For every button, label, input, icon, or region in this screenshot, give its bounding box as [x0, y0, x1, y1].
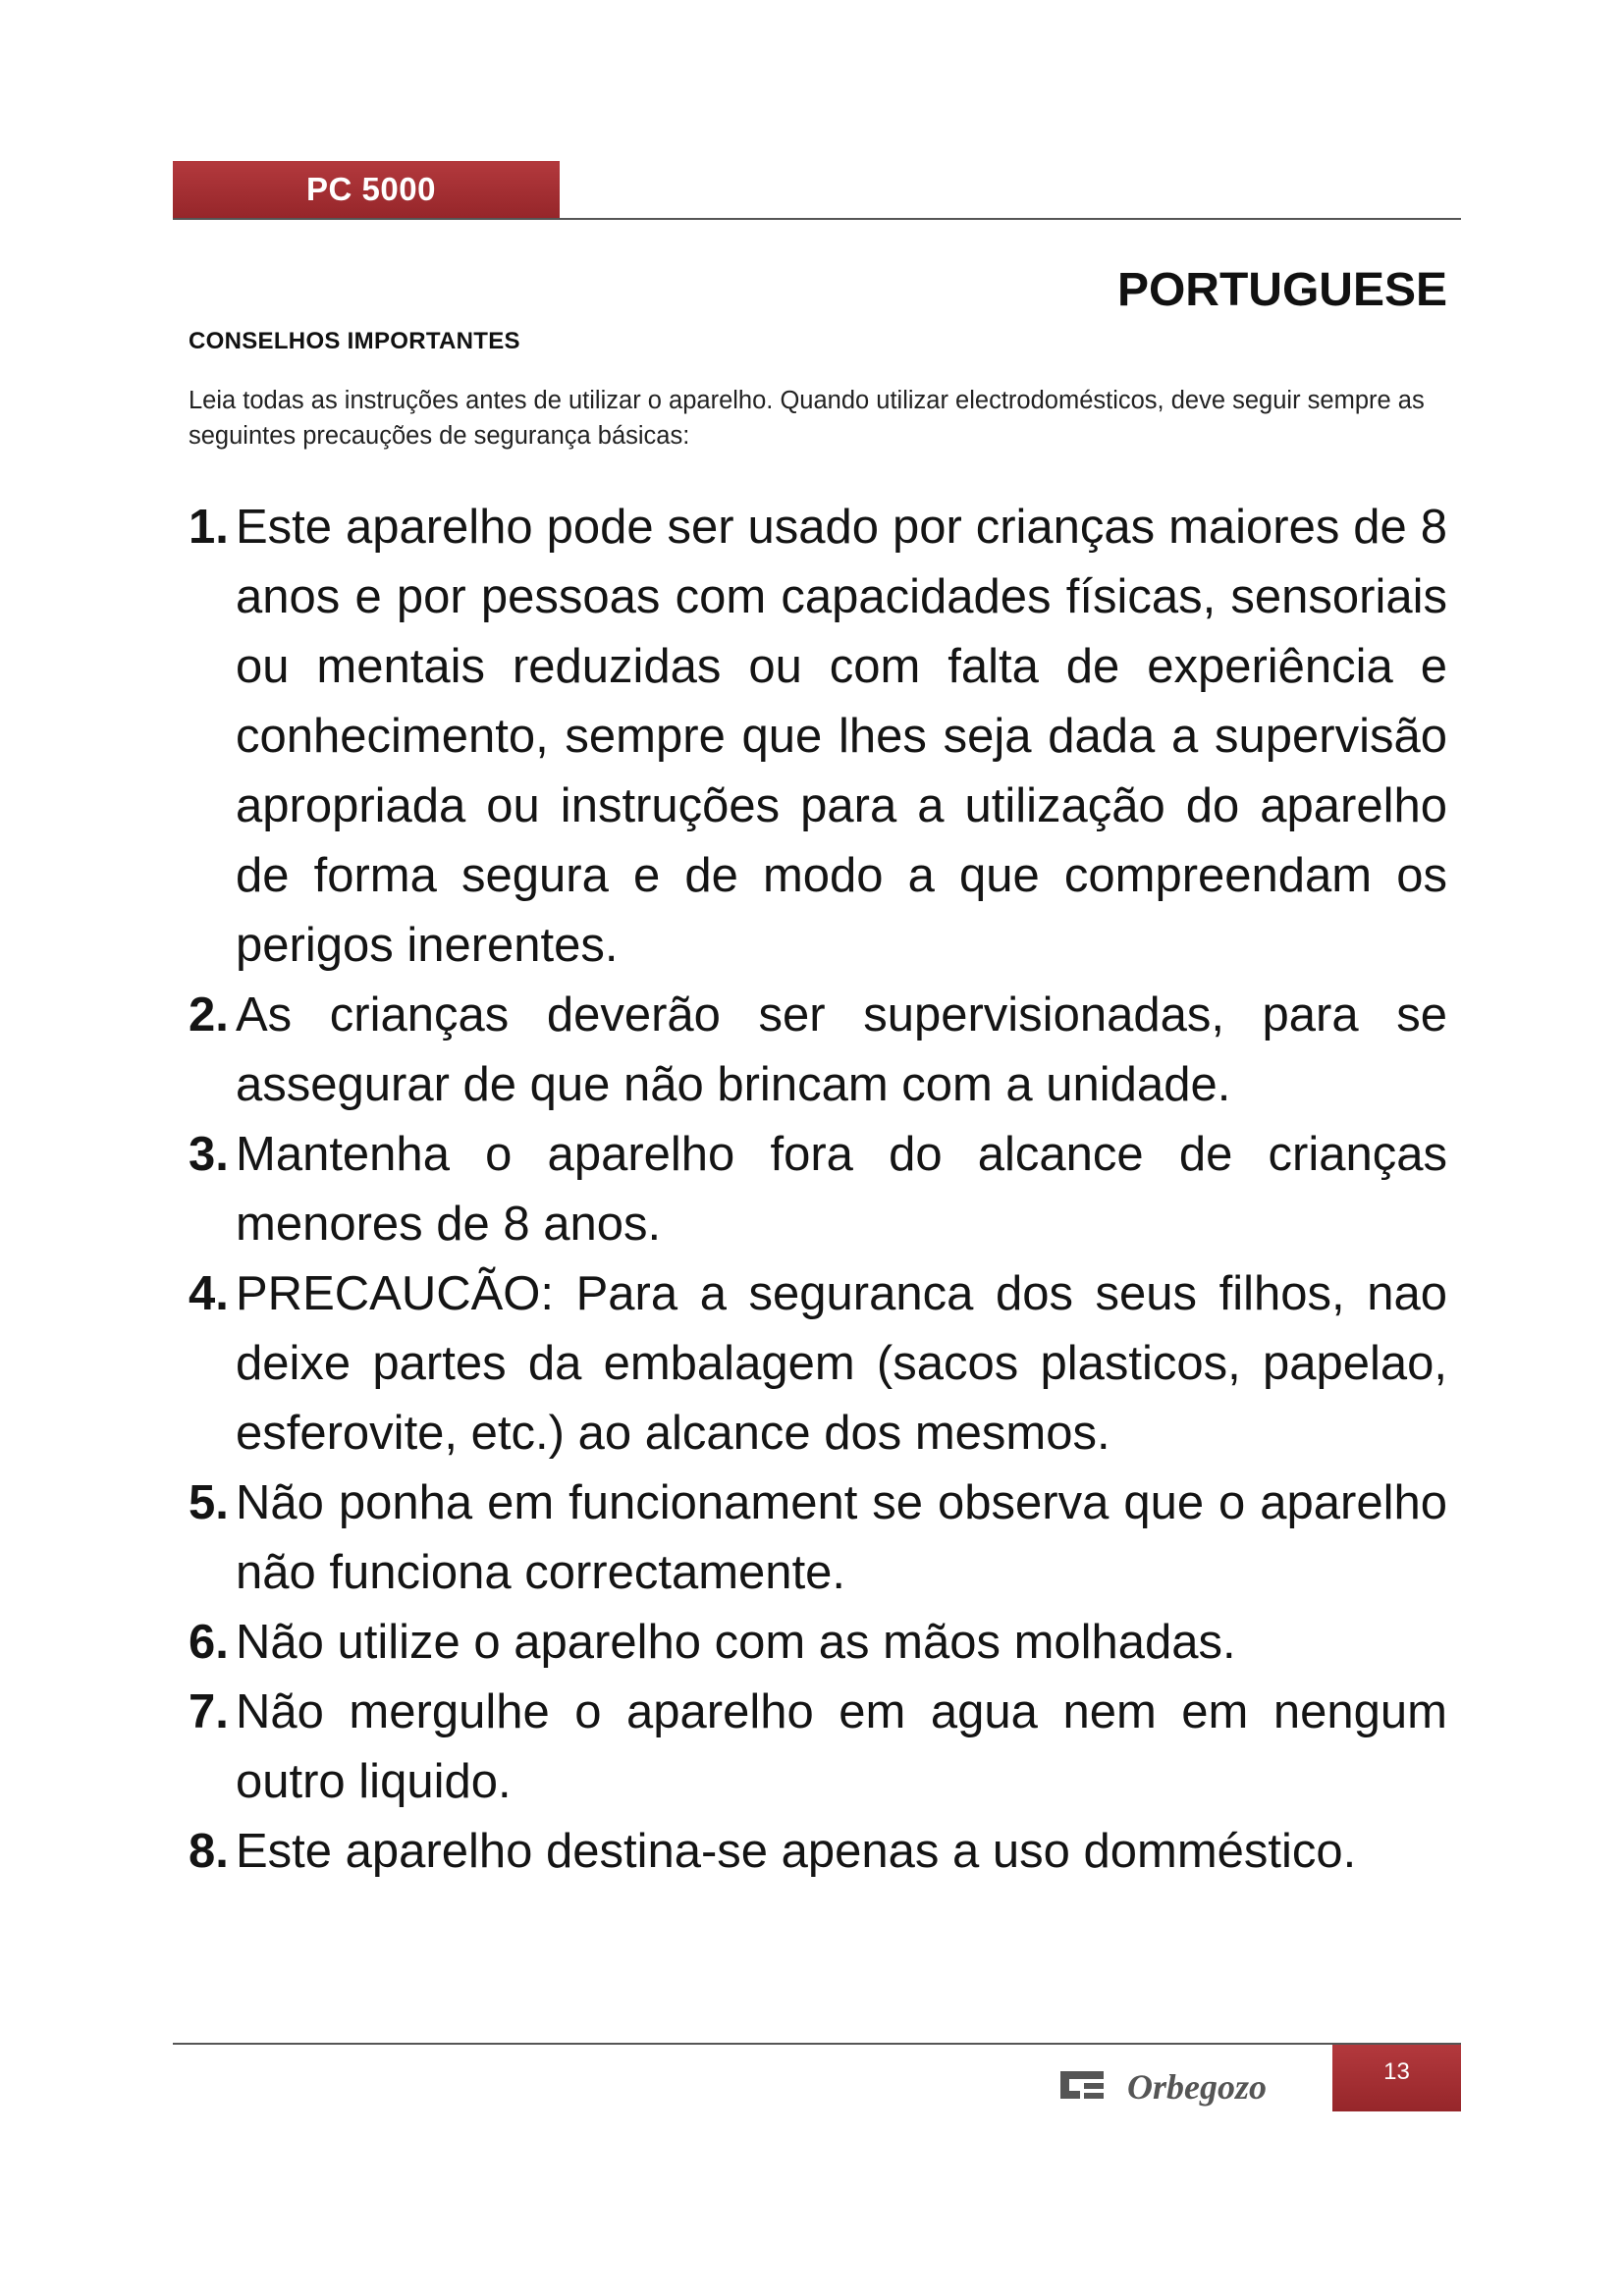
safety-item — [189, 1678, 1447, 1817]
item-number: 6. — [189, 1616, 229, 1669]
item-text: As crianças deverão ser supervisionadas, para se assegurar de que não brincam com a unidade. — [236, 988, 1447, 1111]
item-number: 1. — [189, 501, 229, 554]
item-number: 2. — [189, 988, 229, 1041]
safety-item — [189, 1608, 1447, 1678]
item-number: 3. — [189, 1128, 229, 1181]
safety-item — [189, 981, 1447, 1120]
page-number-box — [1332, 2045, 1461, 2111]
item-text: Mantenha o aparelho fora do alcance de crianças menores de 8 anos. — [236, 1128, 1447, 1251]
safety-item — [189, 1259, 1447, 1468]
language-title: PORTUGUESE — [1116, 264, 1447, 316]
item-number: 7. — [189, 1685, 229, 1738]
model-label: PC 5000 — [306, 171, 436, 207]
item-number: 4. — [189, 1267, 229, 1320]
item-text: Este aparelho destina-se apenas a uso domméstico. — [236, 1825, 1357, 1878]
item-text: Não mergulhe o aparelho em agua nem em nengum outro liquido. — [236, 1685, 1447, 1808]
intro-paragraph: Leia todas as instruções antes de utilizar o aparelho. Quando utilizar electrodomésticos, deve seguir sempre as seguintes precauções de segurança básicas: — [189, 387, 1425, 450]
safety-item — [189, 1817, 1447, 1887]
item-text: Este aparelho pode ser usado por crianças maiores de 8 anos e por pessoas com capacidades físicas, sensoriais ou mentais reduzidas ou com falta de experiência e conhecimento, sempre que lhes seja dada a supervisão apropriada ou instruções para a utilização do aparelho de forma segura e de modo a que compreendam os perigos inerentes. — [236, 501, 1447, 972]
section-title: CONSELHOS IMPORTANTES — [189, 328, 520, 354]
footer-rule — [173, 2043, 1461, 2045]
item-text: Não utilize o aparelho com as mãos molhadas. — [236, 1616, 1236, 1669]
safety-item — [189, 1468, 1447, 1608]
orbegozo-logo — [1056, 2059, 1318, 2110]
safety-item — [189, 1120, 1447, 1259]
header-rule — [173, 218, 1461, 220]
page-number: 13 — [1383, 2058, 1410, 2085]
item-number: 8. — [189, 1825, 229, 1878]
brand-wordmark: Orbegozo — [1127, 2067, 1267, 2107]
model-tab — [173, 161, 560, 218]
safety-list — [189, 493, 1447, 1887]
item-number: 5. — [189, 1476, 229, 1529]
item-text: PRECAUCÃO: Para a seguranca dos seus filhos, nao deixe partes da embalagem (sacos plasticos, papelao, esferovite, etc.) ao alcance dos mesmos. — [236, 1267, 1447, 1460]
safety-item — [189, 493, 1447, 981]
item-text: Não ponha em funcionament se observa que o aparelho não funciona correctamente. — [236, 1476, 1447, 1599]
